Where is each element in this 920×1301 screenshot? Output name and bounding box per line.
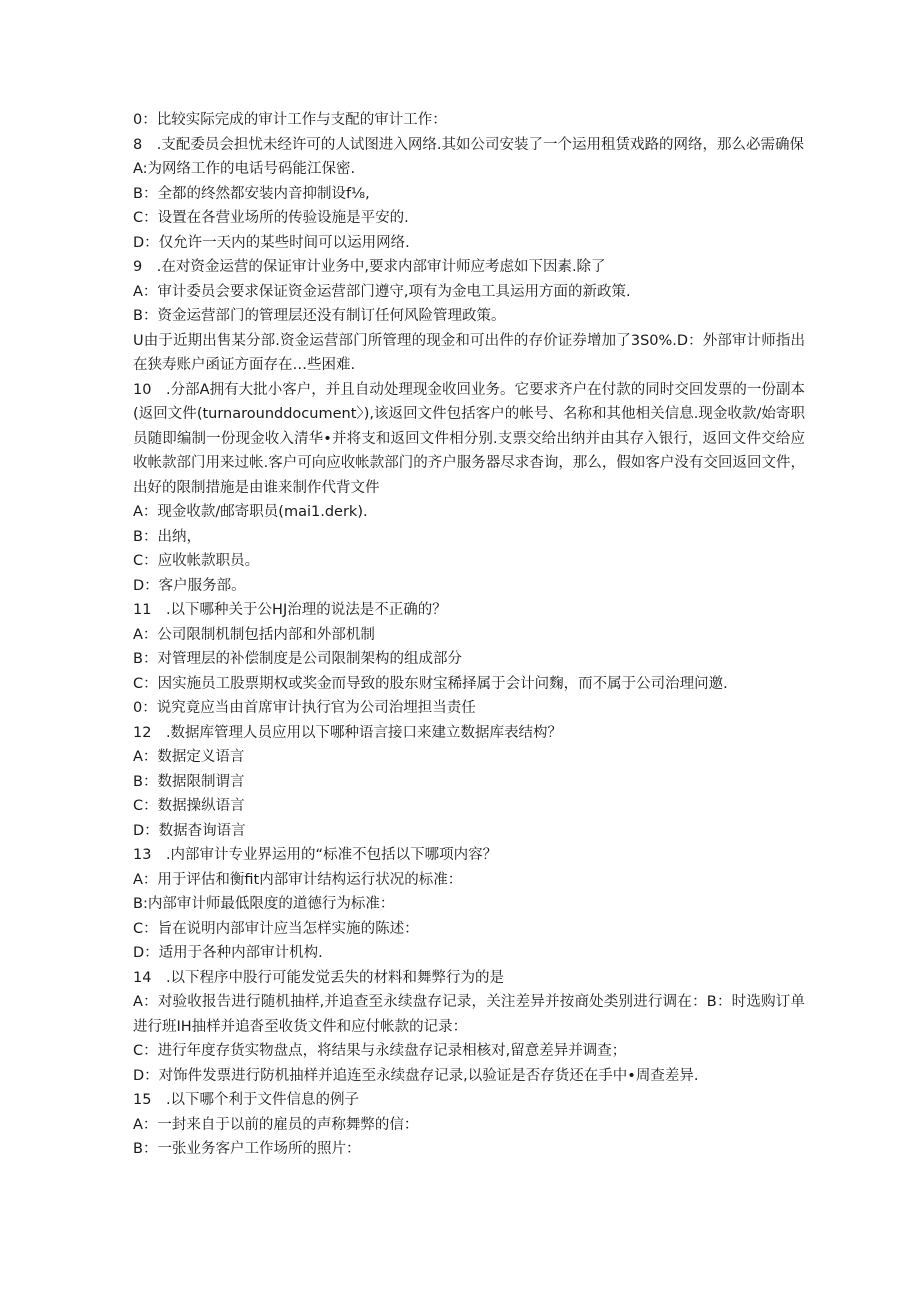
- option-b: B：一张业务客户工作场所的照片：: [133, 1141, 361, 1157]
- question-13: 13 .内部审计专业界运用的“标准不包括以下哪项内容？: [133, 847, 498, 863]
- option-b: B：对管理层的补偿制度是公司限制架构的组成部分: [133, 651, 462, 667]
- question-10: 10 .分部A拥有大批小客户，并且自动处理现金收回业务。它要求齐户在付款的同时交回发票的一份副本(返回文件(turnarounddocument〉),该返回文件包括客户的帐号、名称和其他相关信息.现金收款/始寄职员随即编制一份现金收入清华•并将支和返回文件相分别.支票交给出纳并由其存入银行，返回文件交给应收帐款部门用来过帐.客户可向应收帐款部门的齐户服务器尽求杳询，那么，假如客户没有交回返回文件，出好的限制措施是由谁来制作代背文件: [133, 381, 805, 496]
- option-a: A：一封来自于以前的雇员的声称舞弊的信：: [133, 1116, 419, 1133]
- option-c: C：进行年度存货实物盘点，将结果与永续盘存记录相核对,留意差异并调查；: [133, 1043, 627, 1059]
- option-b: B：出纳，: [133, 528, 201, 545]
- option-a-b: A：对验收报告进行随机抽样,并追查至永续盘存记录，关注差异并按商处类别进行调在：B：时选购订单进行班IH抽样并追沓至收货文件和应付帐款的记录：: [133, 994, 805, 1035]
- option-a: A：现金收款/邮寄职员(mai1.derk).: [133, 504, 368, 520]
- option-d: D：对饰件发票进行防机抽样并追连至永续盘存记录,以验证是否存货还在手中•周查差异.: [133, 1067, 699, 1084]
- option-c: C：设置在各营业场所的传验设施是平安的.: [133, 210, 409, 226]
- option-d: D：客户服务部。: [133, 577, 246, 594]
- text-line: 0：比较实际完成的审计工作与支配的审计工作：: [133, 112, 447, 128]
- option-c: C：因实施员工股票期权或奖金而导致的股东财宝稀择属于会计问麴，而不属于公司治理问邀.: [133, 675, 728, 692]
- option-d: D：数据杳询语言: [133, 822, 246, 839]
- question-9: 9 .在对资金运营的保证审计业务中,要求内部审计师应考虑如下因素.除了: [133, 259, 606, 275]
- option-c-d: U由于近期出售某分部.资金运营部门所管理的现金和可出件的存价证券增加了3S0%.D：外部审计师指出在狭寿账户函证方面存在…些困难.: [133, 332, 805, 373]
- option-d: D：仅允许一天内的某些时间可以运用网络.: [133, 234, 410, 251]
- option-d: D：适用于各种内部审计机构.: [133, 945, 323, 961]
- option-a: A:为网络工作的电话号码能江保密.: [133, 161, 356, 177]
- question-12: 12 .数据库管理人员应用以下哪种语言接口来建立数据库表结构？: [133, 724, 563, 741]
- option-a: A：用于评估和衡fit内部审计结构运行状况的标准：: [133, 871, 463, 888]
- option-b: B：全都的终然都安装内音抑制设f⅛,: [133, 185, 370, 202]
- question-8: 8 .支配委员会担忧未经许可的人试图进入网络.其如公司安装了一个运用租赁戏路的网络，那么必需确保: [133, 136, 804, 153]
- document-body: [133, 108, 805, 1162]
- option-c: C：数据操纵语言: [133, 798, 245, 814]
- option-b: B：数据限制谓言: [133, 773, 245, 790]
- option-a: A：公司限制机制包括内部和外部机制: [133, 626, 375, 643]
- option-a: A：审计委员会要求保证资金运营部门遵守,项有为金电工具运用方面的新政策.: [133, 283, 631, 300]
- option-c: C：旨在说明内部审计应当怎样实施的陈述：: [133, 920, 419, 937]
- option-b: B：资金运营部门的管理层还没有制订任何风险管理政策。: [133, 308, 506, 324]
- option-c: C：应收帐款职员。: [133, 553, 260, 569]
- question-15: 15 .以下哪个利于文件信息的例子: [133, 1092, 360, 1108]
- question-11: 11 .以下哪种关于公HJ治理的说法是不正确的？: [133, 602, 447, 618]
- option-a: A：数据定义语言: [133, 749, 245, 765]
- question-14: 14 .以下程序中股行可能发觉丢失的材料和舞弊行为的是: [133, 969, 505, 986]
- option-d: 0：说究竟应当由首席审计执行官为公司治埋担当责任: [133, 700, 476, 716]
- option-b: B:内部审计师最低限度的道德行为标准：: [133, 896, 395, 912]
